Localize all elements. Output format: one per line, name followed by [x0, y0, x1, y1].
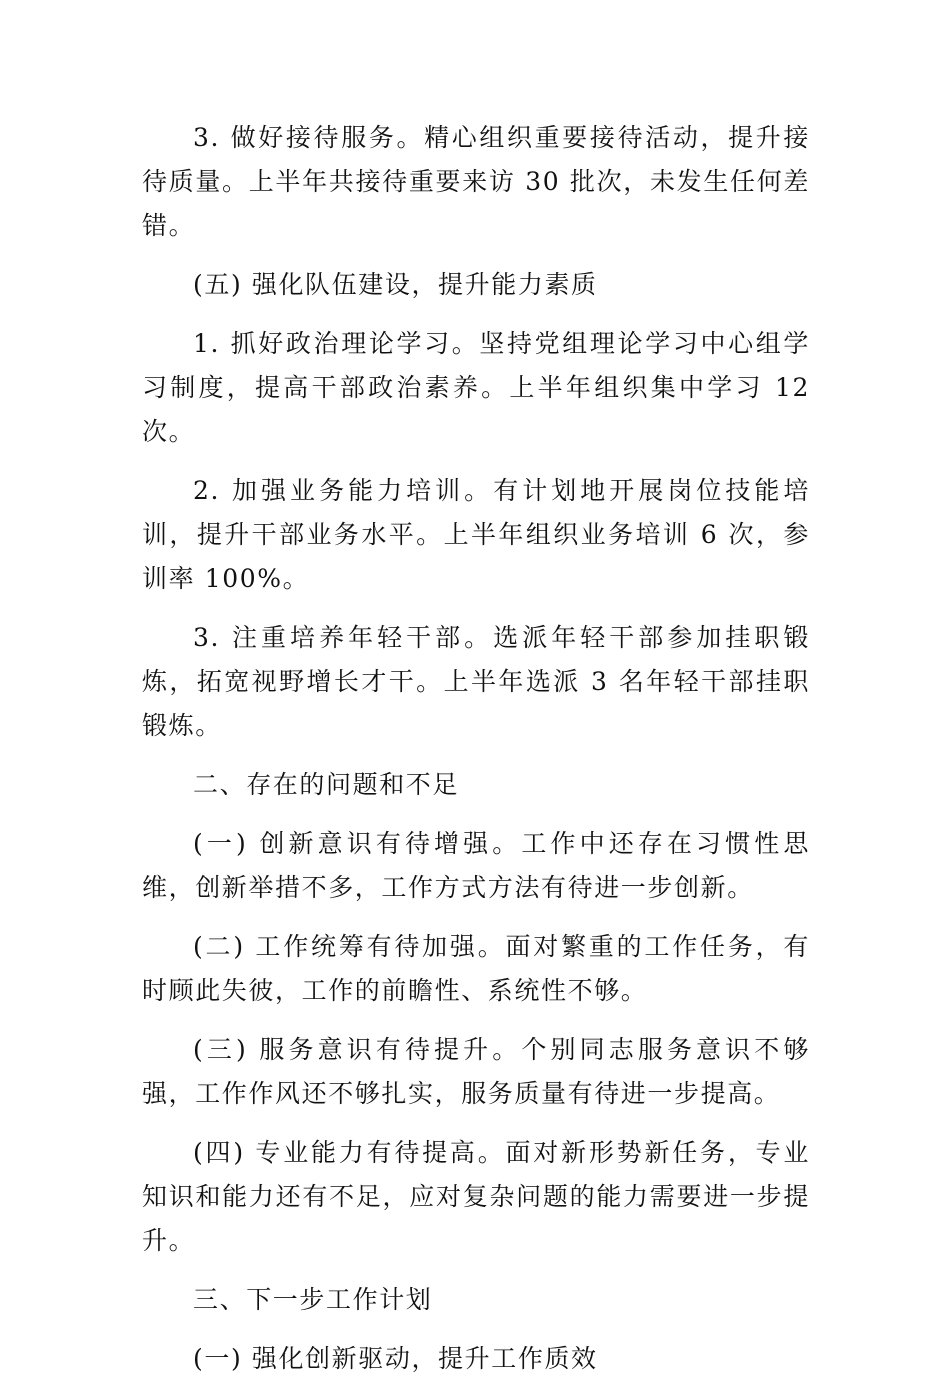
subheading-team-building: (五) 强化队伍建设，提升能力素质 — [193, 270, 598, 299]
paragraph-innovation-awareness: (一) 创新意识有待增强。工作中还存在习惯性思维，创新举措不多，工作方式方法有待进一步创新。 — [142, 829, 810, 902]
subheading-innovation-drive: (一) 强化创新驱动，提升工作质效 — [193, 1344, 598, 1373]
paragraph-young-cadres: 3. 注重培养年轻干部。选派年轻干部参加挂职锻炼，拓宽视野增长才干。上半年选派 3 名年轻干部挂职锻炼。 — [142, 623, 810, 740]
paragraph-professional-ability: (四) 专业能力有待提高。面对新形势新任务，专业知识和能力还有不足，应对复杂问题的能力需要进一步提升。 — [142, 1138, 810, 1255]
document-page — [142, 116, 810, 1396]
paragraph-business-training: 2. 加强业务能力培训。有计划地开展岗位技能培训，提升干部业务水平。上半年组织业务培训 6 次，参训率 100%。 — [142, 476, 810, 593]
section-heading-next-plan: 三、下一步工作计划 — [193, 1285, 433, 1314]
section-heading-problems: 二、存在的问题和不足 — [193, 770, 460, 799]
paragraph-work-coordination: (二) 工作统筹有待加强。面对繁重的工作任务，有时顾此失彼，工作的前瞻性、系统性不够。 — [142, 932, 810, 1005]
paragraph-political-study: 1. 抓好政治理论学习。坚持党组理论学习中心组学习制度，提高干部政治素养。上半年组织集中学习 12 次。 — [142, 329, 810, 446]
paragraph-reception-service: 3. 做好接待服务。精心组织重要接待活动，提升接待质量。上半年共接待重要来访 30 批次，未发生任何差错。 — [142, 123, 810, 240]
paragraph-service-awareness: (三) 服务意识有待提升。个别同志服务意识不够强，工作作风还不够扎实，服务质量有待进一步提高。 — [142, 1035, 810, 1108]
